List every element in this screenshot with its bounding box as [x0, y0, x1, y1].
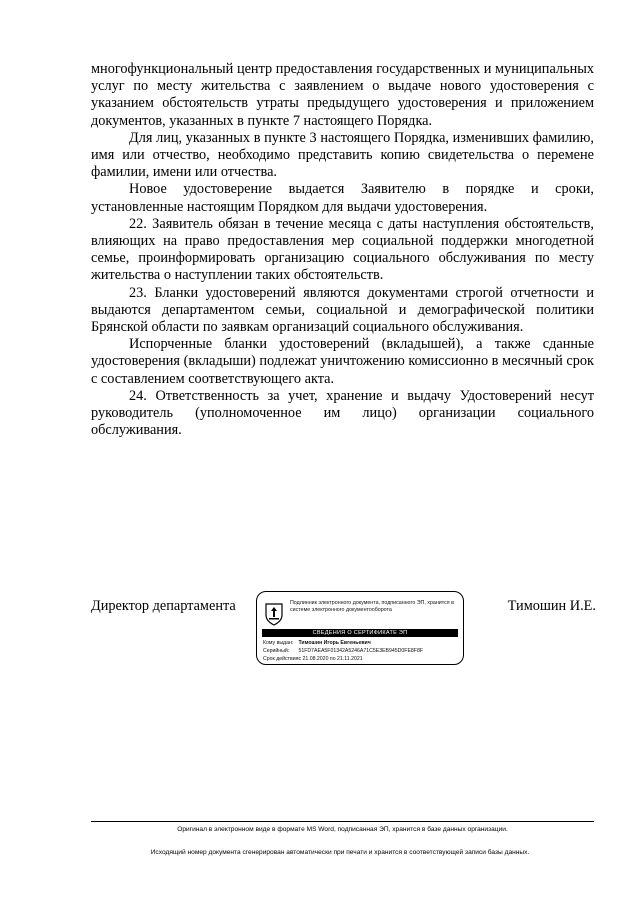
- paragraph-22: 22. Заявитель обязан в течение месяца с даты наступления обстоятельств, влияющих на право предоставления мер социальной поддержки многодетной семье, проинформировать организацию социального обслуживания по месту жительства о наступлении таких обстоятельств.: [91, 215, 594, 284]
- stamp-serial-value: 51FD7AEA5F01342A5246A71C5E3EB945D0FE8F8F: [298, 648, 424, 654]
- stamp-owner-label: Кому выдан:: [263, 640, 294, 646]
- stamp-validity-row: [263, 656, 363, 662]
- stamp-serial-label: Серийный:: [263, 648, 290, 654]
- electronic-signature-stamp: [256, 591, 464, 665]
- document-body: [91, 61, 594, 439]
- footer-line-1: Оригинал в электронном виде в формате MS Word, подписанная ЭП, хранится в базе данных организации.: [177, 826, 508, 833]
- paragraph-2: Для лиц, указанных в пункте 3 настоящего Порядка, изменивших фамилию, имя или отчество, необходимо представить копию свидетельства о перемене фамилии, имени или отчества.: [91, 129, 594, 181]
- stamp-validity-label: Срок действия:: [263, 656, 300, 662]
- paragraph-3: Новое удостоверение выдается Заявителю в порядке и сроки, установленные настоящим Порядком для выдачи удостоверения.: [91, 181, 594, 215]
- footer-line-2: Исходящий номер документа сгенерирован автоматически при печати и хранится в соответствующей записи базы данных.: [150, 849, 530, 856]
- paragraph-23: 23. Бланки удостоверений являются документами строгой отчетности и выдаются департаментом семьи, социальной и демографической политики Брянской области по заявкам организаций социального обслуживания.: [91, 284, 594, 336]
- stamp-note: Подлинник электронного документа, подписанного ЭП, хранится в системе электронного документооборота: [290, 600, 454, 613]
- signatory-position: Директор департамента: [91, 598, 236, 614]
- paragraph-23-note: Испорченные бланки удостоверений (вкладышей), а также сданные удостоверения (вкладыши) подлежат уничтожению комиссионно в месячный срок с составлением соответствующего акта.: [91, 336, 594, 387]
- footer-divider: [91, 821, 594, 822]
- coat-of-arms-icon: [264, 602, 284, 626]
- signatory-name: Тимошин И.Е.: [507, 598, 596, 614]
- paragraph-1: многофункциональный центр предоставления государственных и муниципальных услуг по месту жительства с заявлением о выдаче нового удостоверения с указанием обстоятельств утраты предыдущего удостоверения и приложением документов, указанных в пункте 7 настоящего Порядка.: [91, 61, 594, 129]
- stamp-owner-row: [263, 640, 371, 646]
- stamp-banner: СВЕДЕНИЯ О СЕРТИФИКАТЕ ЭП: [262, 629, 458, 637]
- stamp-owner-value: Тимошин Игорь Евгеньевич: [298, 640, 371, 646]
- stamp-validity-value: с 21.08.2020 по 21.11.2021: [298, 656, 363, 662]
- paragraph-24: 24. Ответственность за учет, хранение и выдачу Удостоверений несут руководитель (уполномоченное им лицо) организации социального обслуживания.: [91, 387, 594, 439]
- stamp-serial-row: [263, 648, 423, 654]
